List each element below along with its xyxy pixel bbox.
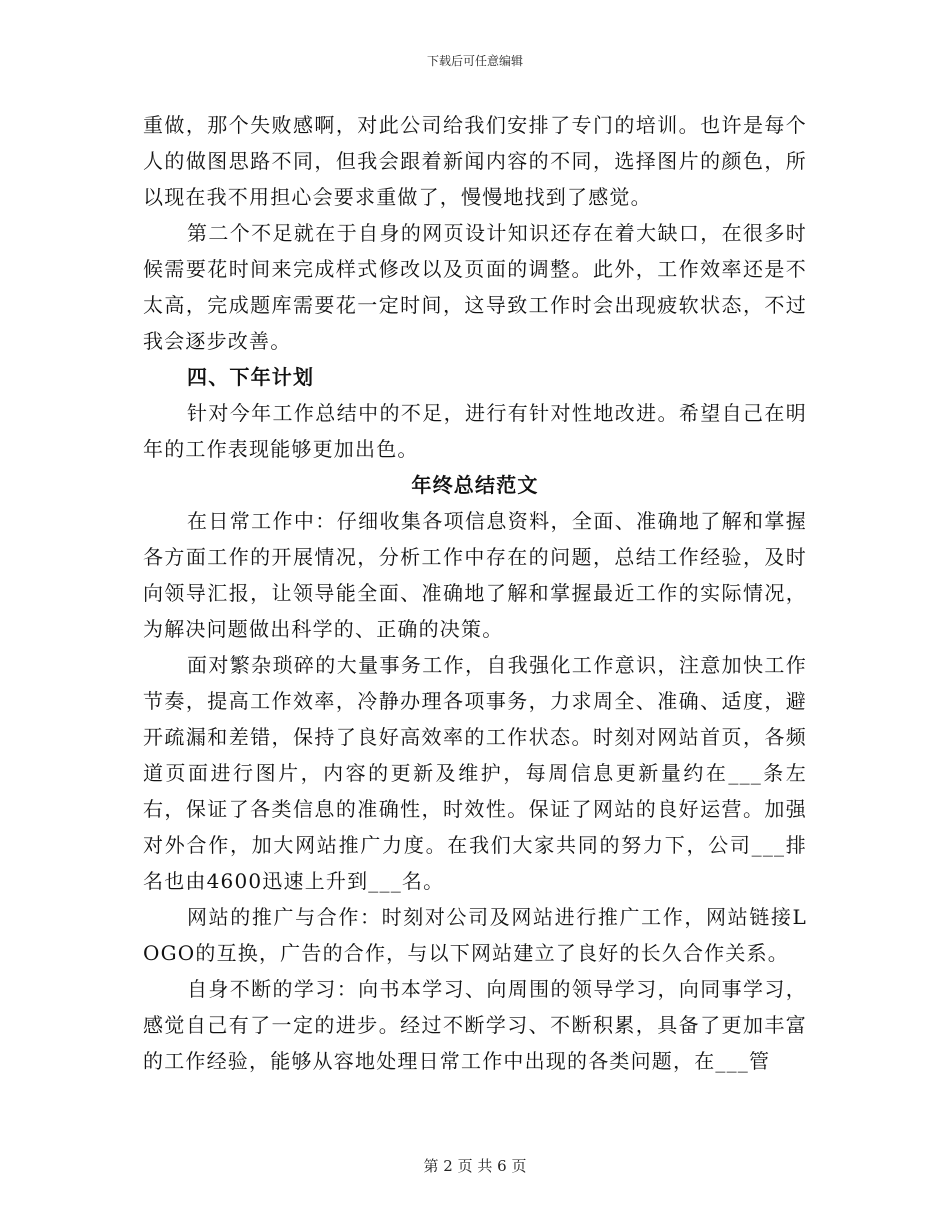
document-body [143,107,807,1079]
paragraph-continuation: 重做，那个失败感啊，对此公司给我们安排了专门的培训。也许是每个人的做图思路不同，但我会跟着新闻内容的不同，选择图片的颜色，所以现在我不用担心会要求重做了，慢慢地找到了感觉。 [143,113,807,209]
paragraph-plan: 针对今年工作总结中的不足，进行有针对性地改进。希望自己在明年的工作表现能够更加出色。 [143,401,807,461]
paragraph-self-learning: 自身不断的学习：向书本学习、向周围的领导学习，向同事学习，感觉自己有了一定的进步。经过不断学习、不断积累，具备了更加丰富的工作经验，能够从容地处理日常工作中出现的各类问题，在___管 [143,977,807,1073]
document-title: 年终总结范文 [411,473,539,497]
page-header: 下载后可任意编辑 [426,54,523,68]
paragraph-second-shortcoming: 第二个不足就在于自身的网页设计知识还存在着大缺口，在很多时候需要花时间来完成样式修改以及页面的调整。此外，工作效率还是不太高，完成题库需要花一定时间，这导致工作时会出现疲软状态，不过我会逐步改善。 [143,221,807,353]
page-number-footer: 第 2 页 共 6 页 [423,1157,527,1175]
paragraph-daily-work: 在日常工作中：仔细收集各项信息资料，全面、准确地了解和掌握各方面工作的开展情况，分析工作中存在的问题，总结工作经验，及时向领导汇报，让领导能全面、准确地了解和掌握最近工作的实际情况，为解决问题做出科学的、正确的决策。 [143,509,807,641]
paragraph-promotion: 网站的推广与合作：时刻对公司及网站进行推广工作，网站链接LOGO的互换，广告的合作，与以下网站建立了良好的长久合作关系。 [143,905,807,965]
paragraph-affairs-work: 面对繁杂琐碎的大量事务工作，自我强化工作意识，注意加快工作节奏，提高工作效率，冷静办理各项事务，力求周全、准确、适度，避开疏漏和差错，保持了良好高效率的工作状态。时刻对网站首页，各频道页面进行图片，内容的更新及维护，每周信息更新量约在___条左右，保证了各类信息的准确性，时效性。保证了网站的良好运营。加强对外合作，加大网站推广力度。在我们大家共同的努力下，公司___排名也由4600迅速上升到___名。 [143,653,807,893]
section-heading-next-year-plan: 四、下年计划 [187,365,315,389]
